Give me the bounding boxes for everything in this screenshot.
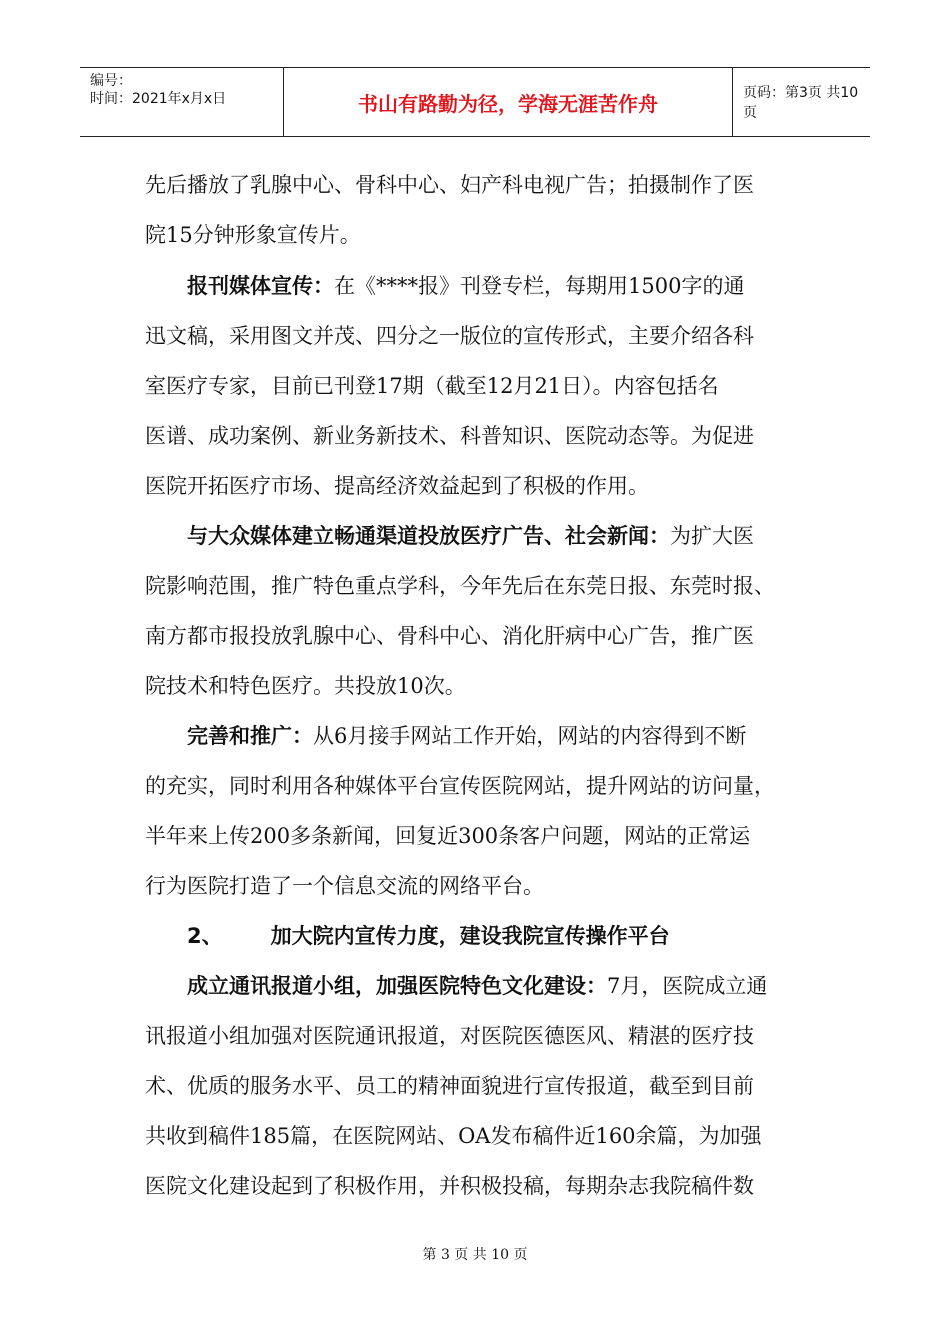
body-line: 院15分钟形象宣传片。	[145, 223, 361, 247]
body-line: 医院开拓医疗市场、提高经济效益起到了积极的作用。	[145, 474, 649, 498]
time-label: 时间：2021年x月x日	[90, 91, 227, 107]
header-table	[80, 67, 870, 137]
page-info: 页码：第3页 共10页	[743, 85, 859, 121]
body-line: 术、优质的服务水平、员工的精神面貌进行宣传报道，截至到目前	[145, 1074, 754, 1098]
heading-mass-media: 与大众媒体建立畅通渠道投放医疗广告、社会新闻：	[187, 524, 670, 548]
body-text: 7月，医院成立通	[607, 974, 768, 998]
heading-reporting-team: 成立通讯报道小组，加强医院特色文化建设：	[187, 974, 607, 998]
body-line: 院技术和特色医疗。共投放10次。	[145, 674, 466, 698]
paragraph-reporting-team	[187, 961, 767, 1011]
header-page-cell	[733, 68, 870, 136]
heading-newspaper: 报刊媒体宣传：	[187, 274, 334, 298]
heading-website: 完善和推广：	[187, 724, 313, 748]
body-line: 共收到稿件185篇，在医院网站、OA发布稿件近160余篇，为加强	[145, 1124, 762, 1148]
body-line: 医谱、成功案例、新业务新技术、科普知识、医院动态等。为促进	[145, 424, 754, 448]
body-text: 为扩大医	[670, 524, 754, 548]
header-motto-cell	[283, 68, 733, 136]
page-footer: 第 3 页 共 10 页	[422, 1247, 528, 1263]
serial-label: 编号：	[90, 73, 132, 89]
body-line: 的充实，同时利用各种媒体平台宣传医院网站，提升网站的访问量，	[145, 774, 775, 798]
body-line: 医院文化建设起到了积极作用，并积极投稿，每期杂志我院稿件数	[145, 1174, 754, 1198]
paragraph-website	[187, 711, 746, 761]
body-line: 院影响范围，推广特色重点学科，今年先后在东莞日报、东莞时报、	[145, 574, 775, 598]
body-line: 半年来上传200多条新闻，回复近300条客户问题，网站的正常运	[145, 824, 751, 848]
section-number: 2、	[187, 924, 223, 948]
body-line: 行为医院打造了一个信息交流的网络平台。	[145, 874, 544, 898]
body-line: 讯报道小组加强对医院通讯报道，对医院医德医风、精湛的医疗技	[145, 1024, 754, 1048]
body-line: 南方都市报投放乳腺中心、骨科中心、消化肝病中心广告，推广医	[145, 624, 754, 648]
paragraph-mass-media	[187, 511, 754, 561]
body-line: 室医疗专家，目前已刊登17期（截至12月21日）。内容包括名	[145, 374, 719, 398]
body-line: 迅文稿，采用图文并茂、四分之一版位的宣传形式，主要介绍各科	[145, 324, 754, 348]
section-title: 加大院内宣传力度，建设我院宣传操作平台	[270, 924, 670, 948]
header-meta	[80, 68, 283, 136]
body-text: 从6月接手网站工作开始，网站的内容得到不断	[313, 724, 747, 748]
paragraph-newspaper	[187, 261, 744, 311]
body-line: 先后播放了乳腺中心、骨科中心、妇产科电视广告；拍摄制作了医	[145, 173, 754, 197]
section-heading-2	[187, 911, 670, 961]
motto-text: 书山有路勤为径，学海无涯苦作舟	[358, 91, 658, 116]
body-text: 在《****报》刊登专栏，每期用1500字的通	[334, 274, 745, 298]
